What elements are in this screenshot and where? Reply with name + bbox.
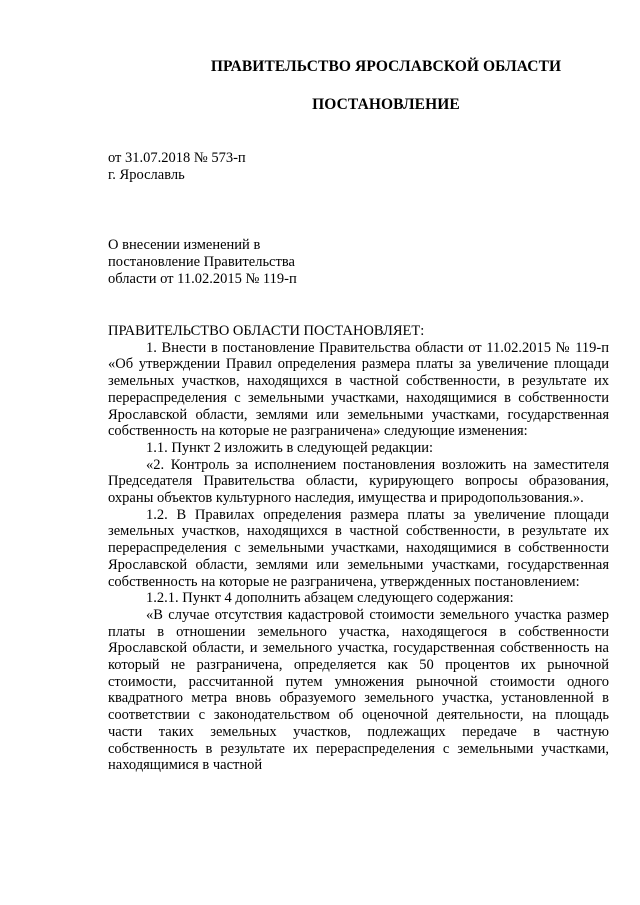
date-number: от 31.07.2018 № 573-п <box>108 150 246 166</box>
paragraph-item-1-1-text: «2. Контроль за исполнением постановления возложить на заместителя Председателя Правительства области, курирующего вопросы образования, охраны объектов культурного наследия, имущества и природопользования.». <box>108 456 609 507</box>
resolution-preamble: ПРАВИТЕЛЬСТВО ОБЛАСТИ ПОСТАНОВЛЯЕТ: <box>108 323 425 339</box>
paragraph-item-1: 1. Внести в постановление Правительства области от 11.02.2015 № 119-п «Об утверждении Правил определения размера платы за увеличение площади земельных участков, находящихся в частной собственности, в результате их перераспределения с земельными участками, находящимися в собственности Ярославской области, землями или земельными участками, государственная собственность на которые не разграничена» следующие изменения: <box>108 339 609 440</box>
paragraph-item-1-2: 1.2. В Правилах определения размера платы за увеличение площади земельных участков, находящихся в частной собственности, в результате их перераспределения с земельными участками, находящимися в собственности Ярославской области, землями или земельными участками, государственная собственность на которые не разграничена, утвержденных постановлением: <box>108 506 609 590</box>
government-heading: ПРАВИТЕЛЬСТВО ЯРОСЛАВСКОЙ ОБЛАСТИ <box>210 58 562 75</box>
subject-line-3: области от 11.02.2015 № 119-п <box>108 271 297 287</box>
paragraph-item-1-1: 1.1. Пункт 2 изложить в следующей редакции: <box>146 439 434 456</box>
document-type-heading: ПОСТАНОВЛЕНИЕ <box>312 96 460 113</box>
paragraph-item-1-2-1: 1.2.1. Пункт 4 дополнить абзацем следующего содержания: <box>146 590 514 607</box>
subject-line-2: постановление Правительства <box>108 254 295 270</box>
document-body <box>108 323 609 774</box>
subject-line-1: О внесении изменений в <box>108 237 261 253</box>
paragraph-item-1-2-1-text: «В случае отсутствия кадастровой стоимости земельного участка размер платы в отношении земельного участка, находящегося в собственности Ярославской области, и земельного участка, государственная собственность на который не разграничена, определяется как 50 процентов их рыночной стоимости, рассчитанной путем умножения рыночной стоимости одного квадратного метра вновь образуемого земельного участка, установленной в соответствии с законодательством об оценочной деятельности, на площадь части таких земельных участков, подлежащих передаче в частную собственность в результате их перераспределения с земельными участками, находящимися в частной <box>108 606 609 774</box>
city: г. Ярославль <box>108 167 185 183</box>
